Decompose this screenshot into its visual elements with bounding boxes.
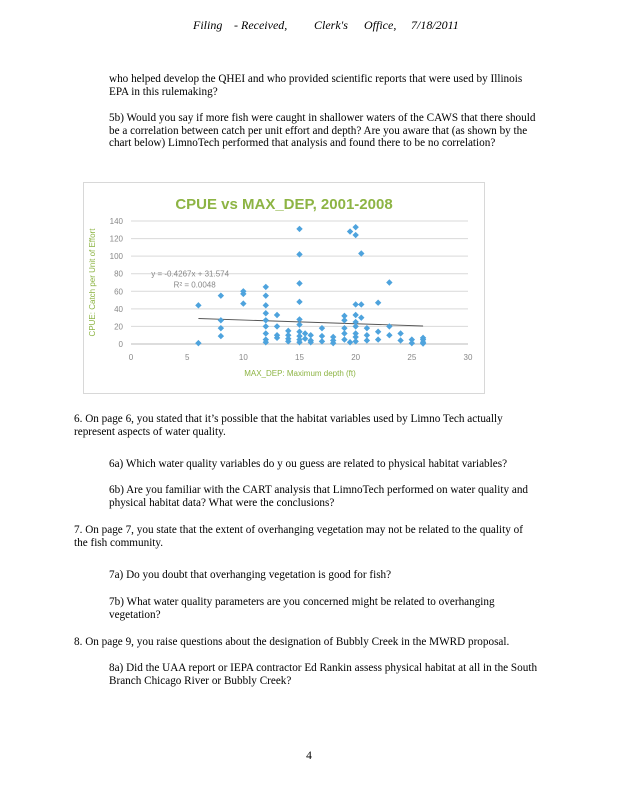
x-tick-label: 30 — [463, 353, 473, 362]
question-6a: 6a) Which water quality variables do y ou guess are related to physical habitat variables? — [109, 458, 508, 470]
question-7: 7. On page 7, you state that the extent of overhanging vegetation may not be related to the quality of the fish community. — [74, 524, 523, 549]
header-filing: Filing — [193, 18, 223, 32]
data-point — [274, 312, 280, 318]
data-point — [274, 323, 280, 329]
data-point — [263, 323, 269, 329]
y-tick-label: 100 — [109, 252, 123, 262]
y-tick-label: 60 — [114, 287, 123, 297]
header-clerk: Clerk's — [314, 18, 348, 32]
question-8a: 8a) Did the UAA report or IEPA contractor Ed Rankin assess physical habitat at all in the South Branch Chicago River or Bubbly Creek? — [109, 662, 538, 687]
question-6: 6. On page 6, you stated that it’s possible that the habitat variables used by Limno Tech actually represent aspects of water quality. — [74, 413, 503, 438]
y-tick-label: 0 — [118, 340, 123, 349]
chart-title: CPUE vs MAX_DEP, 2001-2008 — [175, 196, 393, 213]
y-tick-label: 120 — [109, 234, 123, 244]
x-tick-label: 5 — [184, 353, 190, 362]
data-point — [364, 337, 370, 343]
data-point — [375, 336, 381, 342]
data-point — [240, 300, 246, 306]
y-axis-label: CPUE: Catch per Unit of Effort — [88, 228, 97, 337]
data-point — [195, 340, 201, 346]
data-point — [218, 333, 224, 339]
data-point — [195, 302, 201, 308]
data-point — [285, 328, 291, 334]
data-point — [263, 317, 269, 323]
data-point — [352, 224, 358, 230]
data-point — [375, 300, 381, 306]
data-point — [296, 226, 302, 232]
question-5b: 5b) Would you say if more fish were caught in shallower waters of the CAWS that there should be a correlation between catch per unit effort and depth? Are you aware that (as shown by the chart below) LimnoTech performed that analysis and found there to be no correlation? — [109, 112, 536, 150]
y-tick-label: 80 — [114, 269, 123, 279]
header-received: - Received, — [234, 18, 288, 32]
x-tick-label: 15 — [295, 353, 304, 362]
data-point — [341, 330, 347, 336]
x-tick-label: 0 — [128, 353, 134, 362]
trend-equation: y = -0.4267x + 31.574 — [151, 269, 230, 279]
x-tick-label: 25 — [407, 353, 417, 362]
paragraph-qhei: who helped develop the QHEI and who provided scientific reports that were used by Illinois EPA in this rulemaking? — [109, 73, 523, 98]
data-point — [397, 330, 403, 336]
cpue-chart — [83, 182, 485, 394]
r-squared-label: R² = 0.0048 — [173, 280, 216, 290]
header-date: 7/18/2011 — [411, 18, 459, 32]
data-point — [302, 336, 308, 342]
data-point — [352, 301, 358, 307]
question-7b: 7b) What water quality parameters are you concerned might be related to overhanging vegetation? — [109, 596, 495, 621]
data-point — [296, 299, 302, 305]
data-point — [263, 330, 269, 336]
data-point — [263, 302, 269, 308]
header-office: Office, — [364, 18, 397, 32]
data-point — [386, 332, 392, 338]
x-tick-label: 20 — [351, 353, 361, 362]
data-point — [341, 336, 347, 342]
y-tick-label: 40 — [114, 304, 123, 314]
data-point — [218, 317, 224, 323]
data-point — [263, 310, 269, 316]
data-point — [409, 340, 415, 346]
data-point — [386, 279, 392, 285]
question-8: 8. On page 9, you raise questions about the designation of Bubbly Creek in the MWRD proposal. — [74, 636, 510, 648]
data-point — [352, 232, 358, 238]
page-number: 4 — [306, 750, 312, 762]
y-tick-label: 20 — [114, 322, 123, 332]
data-point — [218, 292, 224, 298]
data-point — [263, 292, 269, 298]
data-point — [296, 280, 302, 286]
data-point — [263, 284, 269, 290]
data-point — [347, 228, 353, 234]
y-tick-label: 140 — [109, 217, 123, 226]
data-point — [375, 329, 381, 335]
scatter-plot — [84, 183, 484, 393]
data-point — [358, 314, 364, 320]
question-7a: 7a) Do you doubt that overhanging vegetation is good for fish? — [109, 569, 392, 581]
question-6b: 6b) Are you familiar with the CART analysis that LimnoTech performed on water quality and physical habitat data? What were the conclusions? — [109, 484, 529, 509]
x-axis-label: MAX_DEP: Maximum depth (ft) — [244, 369, 356, 378]
data-point — [397, 337, 403, 343]
x-tick-label: 10 — [238, 353, 248, 362]
data-point — [352, 312, 358, 318]
data-point — [386, 323, 392, 329]
data-point — [358, 301, 364, 307]
data-point — [341, 317, 347, 323]
